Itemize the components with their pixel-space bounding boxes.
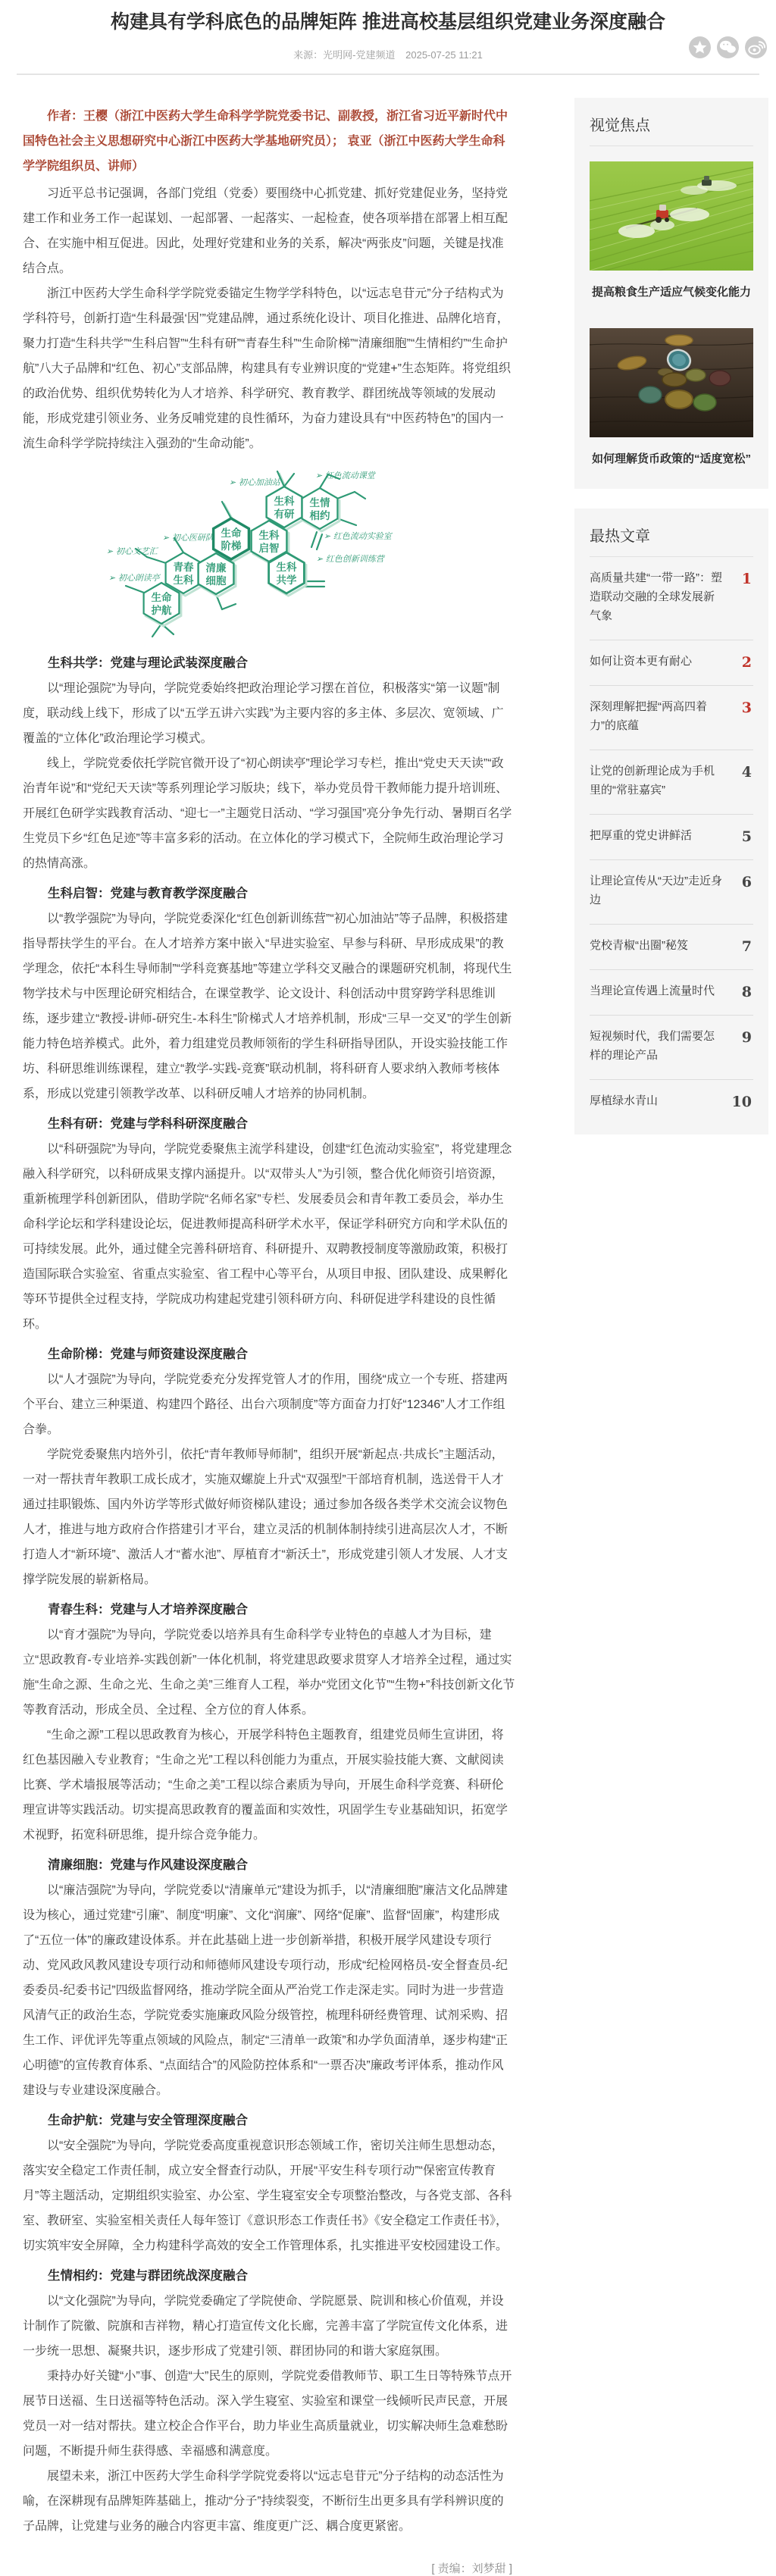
brand-matrix-diagram (23, 465, 515, 645)
hot-article-rank: 3 (741, 700, 752, 716)
svg-text:➢ 初心文艺汇: ➢ 初心文艺汇 (106, 546, 158, 556)
hot-article-item[interactable] (590, 750, 753, 815)
weibo-share-icon[interactable] (745, 36, 767, 58)
svg-text:➢ 红色创新训练营: ➢ 红色创新训练营 (316, 554, 384, 564)
hot-article-item[interactable] (590, 640, 753, 686)
svg-text:生科: 生科 (173, 574, 194, 587)
article-paragraph: 以“廉洁强院”为导向，学院党委以“清廉单元”建设为抓手，以“清廉细胞”廉洁文化品牌建设为核心，通过党建“引廉”、制度“明廉”、文化“润廉”、网络“促廉”、监督“固廉”，构建形成了“五位一体”的廉政建设体系。并在此基础上进一步创新举措，积极开展学风建设专项行动、党风政风教风建设专项行动和师德师风建设专项行动，形成“纪检网格员-安全督查员-纪委委员-纪委书记”四级监督网络，推动学院全面从严治党工作走深走实。同时为进一步营造风清气正的政治生态，学院党委实施廉政风险分级管控，梳理科研经费管理、试剂采购、招生工作、评优评先等重点领域的风险点，制定“三清单一政策”和办学负面清单，逐步构建“正心明德”的宣传教育体系、“点面结合”的风险防控体系和“一票否决”廉政考评体系，推动作风建设与专业建设深度融合。 (23, 1884, 508, 2097)
svg-text:➢ 初心医研队: ➢ 初心医研队 (162, 533, 214, 543)
hot-article-item[interactable] (590, 1016, 753, 1080)
sidebar (574, 98, 768, 1154)
hot-article-link[interactable]: 让党的创新理论成为手机里的“常驻嘉宾” (590, 765, 715, 797)
svg-text:阶梯: 阶梯 (221, 540, 242, 552)
svg-text:护航: 护航 (151, 605, 172, 617)
svg-text:生情: 生情 (309, 497, 330, 509)
hot-article-link[interactable]: 深刻理解把握“两高四着力”的底蕴 (590, 700, 707, 732)
article-header (0, 0, 776, 75)
article-paragraph: “生命之源”工程以思政教育为核心，开展学科特色主题教育，组建党员师生宣讲团，将红色基因融入专业教育；“生命之光”工程以科创能力为重点，开展实验技能大赛、文献阅读比赛、学术墙报展等活动；“生命之美”工程以综合素质为导向，开展生命科学竞赛、科研伦理宣讲等实践活动。切实提高思政教育的覆盖面和实效性，巩固学生专业基础知识，拓宽学术视野，拓宽科研思维，提升综合竞争能力。 (23, 1729, 508, 1842)
visual-focus-box (574, 98, 768, 489)
svg-text:➢ 红色流动实验室: ➢ 红色流动实验室 (324, 531, 392, 541)
svg-text:生科: 生科 (258, 530, 280, 542)
diagram-annotations (106, 471, 393, 583)
section-heading: 生科启智：党建与教育教学深度融合 (48, 887, 248, 900)
hot-article-rank: 4 (741, 764, 752, 781)
visual-focus-item[interactable] (590, 161, 753, 301)
hot-article-link[interactable]: 如何让资本更有耐心 (590, 655, 693, 668)
article-paragraph: 以“文化强院”为导向，学院党委确定了学院使命、学院愿景、院训和核心价值观，并设计制作了院徽、院旗和吉祥物，精心打造宣传文化长廊，完善丰富了学院宣传文化体系，进一步统一思想、凝聚共识，逐步形成了党建引领、群团协同的和谐大家庭氛围。 (23, 2295, 508, 2358)
svg-text:共学: 共学 (276, 574, 297, 587)
article-paragraph: 浙江中医药大学生命科学学院党委锚定生物学学科特色，以“远志皂苷元”分子结构式为学科符号，创新打造“生科最强‘因’”党建品牌，通过系统化设计、项目化推进、品牌化培育，聚力打造“生科共学”“生科启智”“生科有研”“青春生科”“生命阶梯”“清廉细胞”“生情相约”“生命护航”八大子品牌和“红色、初心”支部品牌，构建具有专业辨识度的“党建+”生态矩阵。将党组织的政治优势、组织优势转化为人才培养、科学研究、教育教学、群团统战等领域的发展动能，形成党建引领业务、业务反哺党建的良性循环，为奋力建设具有“中医药特色”的国内一流生命科学学院持续注入强劲的“生命动能”。 (23, 287, 511, 450)
hot-article-rank: 1 (741, 571, 752, 587)
section-heading: 生科有研：党建与学科科研深度融合 (48, 1117, 248, 1131)
visual-focus-caption[interactable]: 提高粮食生产适应气候变化能力 (591, 286, 751, 299)
article-paragraph: 线上，学院党委依托学院官微开设了“初心朗读亭”理论学习专栏，推出“党史天天读”“政治青年说”和“党纪天天读”等系列理论学习版块；线下，举办党员骨干教师能力提升培训班、开展红色研学实践教育活动、“迎七一”主题党日活动、“学习强国”亮分争先行动、暑期百名学生党员下乡“红色足迹”等丰富多彩的活动。在立体化的学习模式下，全院师生政治理论学习的热情高涨。 (23, 757, 512, 870)
article-body (23, 104, 515, 2576)
hot-article-item[interactable] (590, 970, 753, 1016)
svg-text:➢ 初心朗读亭: ➢ 初心朗读亭 (108, 573, 160, 583)
hot-article-rank: 7 (741, 938, 752, 955)
author-line: 作者：王樱（浙江中医药大学生命科学学院党委书记、副教授，浙江省习近平新时代中国特色社会主义思想研究中心浙江中医药大学基地研究员）； 袁亚（浙江中医药大学生命科学学院组织员、讲师） (23, 110, 508, 173)
visual-focus-item[interactable] (590, 328, 753, 468)
section-heading: 生科共学：党建与理论武装深度融合 (48, 656, 248, 670)
section-heading: 清廉细胞：党建与作风建设深度融合 (48, 1858, 248, 1872)
svg-text:生命: 生命 (151, 592, 172, 604)
article-paragraph: 习近平总书记强调，各部门党组（党委）要围绕中心抓党建、抓好党建促业务，坚持党建工作和业务工作一起谋划、一起部署、一起落实、一起检查，使各项举措在部署上相互配合、在实施中相互促进。因此，处理好党建和业务的关系，解决“两张皮”问题，关键是找准结合点。 (23, 187, 508, 275)
page-title: 构建具有学科底色的品牌矩阵 推进高校基层组织党建业务深度融合 (111, 11, 665, 33)
hot-article-item[interactable] (590, 925, 753, 970)
svg-text:相约: 相约 (309, 510, 330, 522)
article-paragraph: 以“人才强院”为导向，学院党委充分发挥党管人才的作用，围绕“成立一个专班、搭建两个平台、建立三种渠道、构建四个路径、出台六项制度”等方面奋力打好“12346”人才工作组合拳。 (23, 1373, 508, 1436)
section-heading: 生命护航：党建与安全管理深度融合 (48, 2114, 248, 2127)
share-toolbar (689, 36, 767, 58)
svg-text:细胞: 细胞 (205, 575, 227, 587)
visual-focus-caption[interactable]: 如何理解货币政策的“适度宽松” (591, 452, 751, 465)
editor-credit: [ 责编：刘梦甜 ] (431, 2562, 512, 2575)
hot-article-link[interactable]: 党校青椒“出圈”秘笈 (590, 939, 688, 952)
hot-article-rank: 10 (731, 1094, 752, 1110)
hexagon-shapes (144, 487, 340, 626)
hot-article-item[interactable] (590, 557, 753, 640)
hot-article-link[interactable]: 把厚重的党史讲鲜活 (590, 829, 693, 842)
article-paragraph: 以“理论强院”为导向，学院党委始终把政治理论学习摆在首位，积极落实“第一议题”制度，联动线上线下，形成了以“五学五讲六实践”为主要内容的多主体、多层次、宽领域、广覆盖的“立体化”政治理论学习模式。 (23, 682, 504, 745)
header-divider (17, 74, 759, 75)
hot-article-rank: 2 (741, 654, 752, 671)
svg-text:➢ 红色流动课堂: ➢ 红色流动课堂 (315, 471, 375, 480)
source-link[interactable]: 来源：光明网-党建频道 (293, 49, 396, 61)
hot-article-item[interactable] (590, 860, 753, 925)
svg-text:➢ 初心加油站: ➢ 初心加油站 (229, 477, 280, 487)
svg-text:启智: 启智 (258, 543, 280, 555)
svg-text:生科: 生科 (274, 496, 295, 508)
section-heading: 生命阶梯：党建与师资建设深度融合 (48, 1347, 248, 1361)
field-spraying-photo (590, 161, 753, 271)
hot-article-rank: 6 (741, 874, 752, 890)
article-paragraph: 学院党委聚焦内培外引，依托“青年教师导师制”，组织开展“新起点·共成长”主题活动，一对一帮扶青年教职工成长成才，实施双螺旋上升式“双强型”干部培育机制，选送骨干人才通过挂职锻炼、国内外访学等形式做好师资梯队建设；通过参加各级各类学术交流会议物色人才，推进与地方政府合作搭建引才平台，建立灵活的机制体制持续引进高层次人才，不断打造人才“新环境”、激活人才“蓄水池”、厚植育才“新沃土”，形成党建引领人才发展、人才支撑学院发展的崭新格局。 (23, 1448, 508, 1586)
hot-articles-title: 最热文章 (590, 524, 753, 557)
hot-article-item[interactable] (590, 686, 753, 750)
svg-text:青春: 青春 (173, 562, 194, 574)
article-paragraph: 以“教学强院”为导向，学院党委深化“红色创新训练营”“初心加油站”等子品牌，积极搭建指导帮扶学生的平台。在人才培养方案中嵌入“早进实验室、早参与科研、早形成成果”的教学理念，依托“本科生导师制”“学科竞赛基地”等建立学科交叉融合的课题研究机制，将现代生物学技术与中医理论研究相结合，在课堂教学、论文设计、科创活动中贯穿跨学科思维训练，逐步建立“教授-讲师-研究生-本科生”阶梯式人才培养机制，形成“三早一交叉”的学生创新能力特色培养模式。此外，着力组建党员教师领衔的学生科研指导团队，开设实验技能工作坊、科研思维训练课程，建立“教学-实践-竞赛”联动机制，将科研育人要求纳入教师考核体系，形成以党建引领教学改革、以科研反哺人才培养的协同机制。 (23, 912, 512, 1100)
article-paragraph: 以“科研强院”为导向，学院党委聚焦主流学科建设，创建“红色流动实验室”，将党建理念融入科学研究，以科研成果支撑内涵提升。以“双带头人”为引领，整合优化师资引培资源，重新梳理学科创新团队，借助学院“名师名家”专栏、发展委员会和青年教工委员会，举办生命科学论坛和学科建设论坛，促进教师提高科研学术水平，保证学科研究方向和学术队伍的可持续发展。此外，通过健全完善科研培育、科研提升、双聘教授制度等激励政策，积极打造国际联合实验室、省重点实验室、省工程中心等平台，从项目申报、团队建设、成果孵化等环节提供全过程支持，学院成功构建起党建引领科研方向、科研促进学科建设的良性循环。 (23, 1143, 512, 1331)
hot-article-link[interactable]: 短视频时代，我们需要怎样的理论产品 (590, 1030, 715, 1062)
hot-article-rank: 9 (741, 1029, 752, 1046)
section-heading: 青春生科：党建与人才培养深度融合 (48, 1603, 248, 1617)
hot-article-link[interactable]: 高质量共建“一带一路”：塑造联动交融的全球发展新气象 (590, 571, 722, 622)
hot-article-item[interactable] (590, 1080, 753, 1113)
wechat-share-icon[interactable] (717, 36, 739, 58)
hot-article-rank: 8 (741, 984, 752, 1000)
hot-article-rank: 5 (741, 828, 752, 845)
hot-article-link[interactable]: 厚植绿水青山 (590, 1094, 659, 1107)
hot-articles-box (574, 509, 768, 1135)
svg-text:清廉: 清廉 (205, 562, 227, 574)
visual-focus-title: 视觉焦点 (590, 113, 753, 146)
svg-text:有研: 有研 (274, 509, 295, 521)
section-heading: 生情相约：党建与群团统战深度融合 (48, 2269, 248, 2283)
article-paragraph: 以“育才强院”为导向，学院党委以培养具有生命科学专业特色的卓越人才为目标，建立“思政教育-专业培养-实践创新”一体化机制，将党建思政要求贯穿人才培养全过程，通过实施“生命之源、生命之光、生命之美”三维育人工程，举办“党团文化节”“生物+”科技创新文化节等教育活动，形成全员、全过程、全方位的育人体系。 (23, 1629, 515, 1717)
article-paragraph: 秉持办好关键“小”事、创造“大”民生的原则，学院党委借教师节、职工生日等特殊节点开展节日送福、生日送福等特色活动。深入学生寝室、实验室和课堂一线倾听民声民意，开展党员一对一结对帮扶。建立校企合作平台，助力毕业生高质量就业，切实解决师生急难愁盼问题，不断提升师生获得感、幸福感和满意度。 (23, 2370, 512, 2458)
hot-article-item[interactable] (590, 815, 753, 860)
hot-article-link[interactable]: 让理论宣传从“天边”走近身边 (590, 875, 722, 906)
article-paragraph: 展望未来，浙江中医药大学生命科学学院党委将以“远志皂苷元”分子结构的动态活性为喻，在深耕现有品牌矩阵基础上，推动“分子”持续裂变，不断衍生出更多具有学科辨识度的子品牌，让党建与业务的融合内容更丰富、维度更广泛、耦合度更紧密。 (23, 2470, 504, 2533)
svg-text:生命: 生命 (221, 527, 242, 540)
article-paragraph: 以“安全强院”为导向，学院党委高度重视意识形态领域工作，密切关注师生思想动态，落实安全稳定工作责任制，成立安全督查行动队，开展“平安生科专项行动”“保密宣传教育月”等主题活动，定期组织实验室、办公室、学生寝室安全专项整治整改，与各党支部、各科室、教研室、实验室相关责任人每年签订《意识形态工作责任书》《安全稳定工作责任书》，切实筑牢安全屏障，全力构建科学高效的安全工作管理体系，扎实推进平安校园建设工作。 (23, 2139, 512, 2252)
svg-text:生科: 生科 (276, 562, 297, 574)
article-meta (0, 47, 776, 61)
favorite-star-icon[interactable] (689, 36, 711, 58)
coins-photo (590, 328, 753, 437)
hot-article-link[interactable]: 当理论宣传遇上流量时代 (590, 984, 715, 997)
publish-datetime: 2025-07-25 11:21 (405, 49, 483, 61)
hexagon-molecule-diagram (99, 465, 440, 641)
